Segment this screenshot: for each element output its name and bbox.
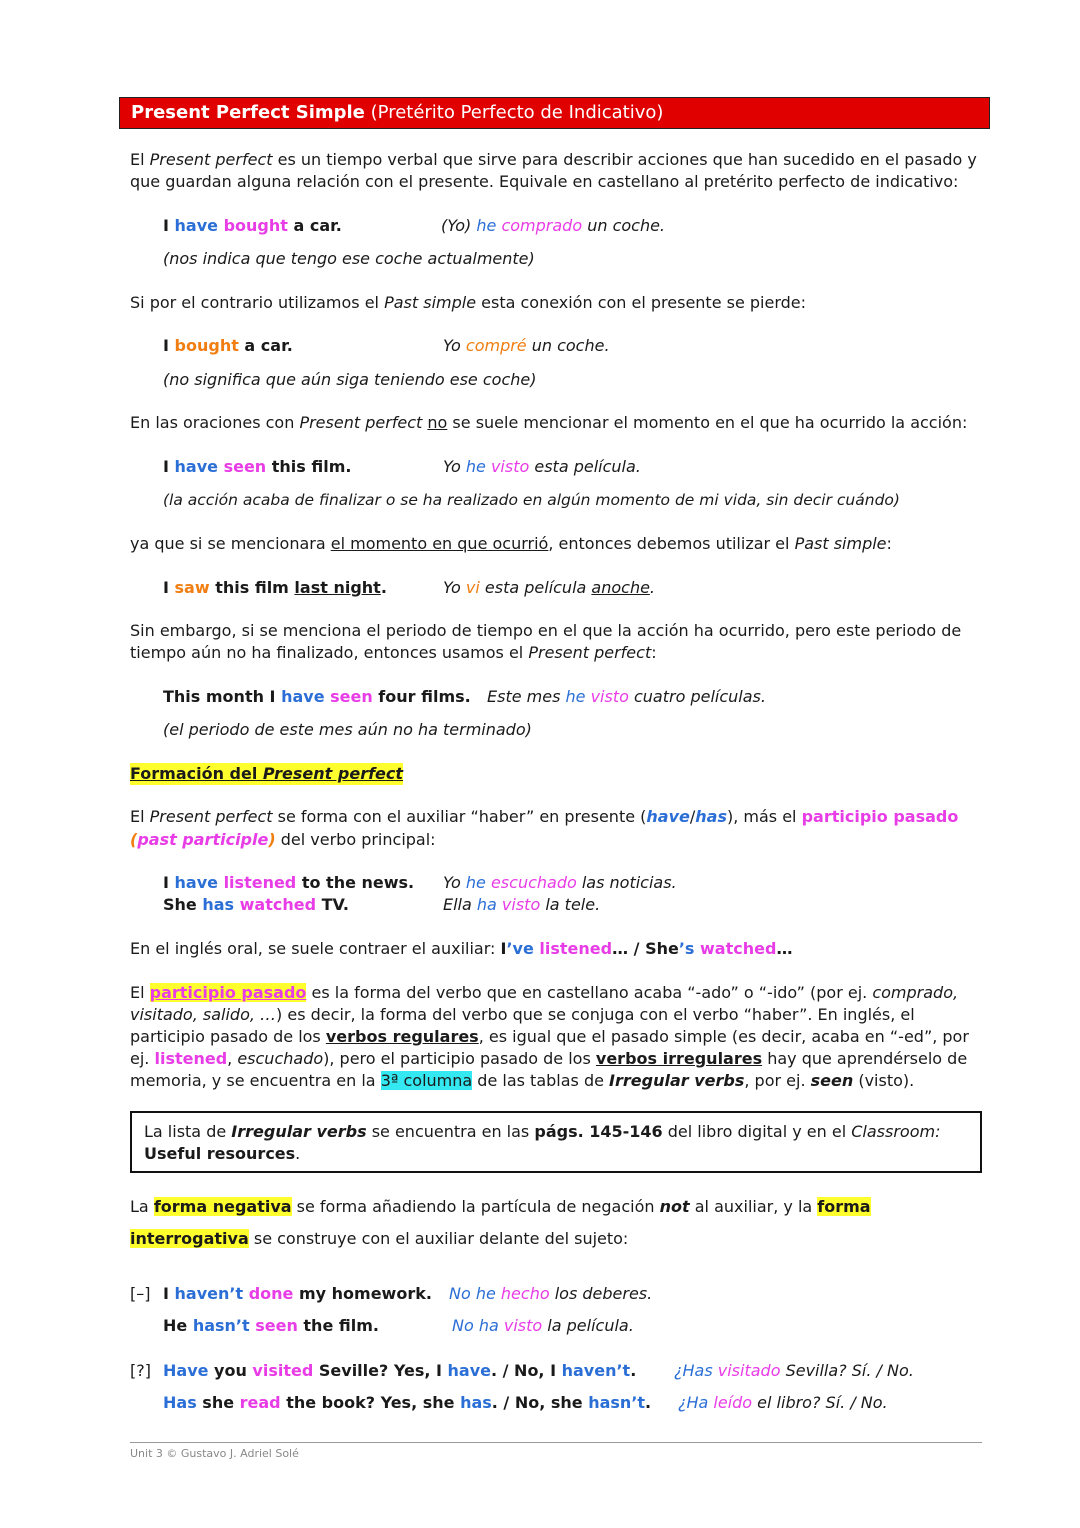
example-5-en bbox=[163, 686, 471, 708]
info-box-line-2 bbox=[144, 1143, 300, 1165]
text-run: I bbox=[163, 216, 175, 235]
text-run: this film. bbox=[266, 457, 352, 476]
interrogative-example-2-en bbox=[163, 1392, 651, 1414]
text-run: ej. bbox=[130, 1049, 155, 1068]
text-run: del libro digital y en el bbox=[662, 1122, 852, 1141]
text-run: el libro? Sí. / No. bbox=[752, 1393, 888, 1412]
text-run: 3ª columna bbox=[380, 1071, 473, 1090]
text-run: forma negativa bbox=[153, 1197, 292, 1216]
text-run: , bbox=[227, 1049, 238, 1068]
text-run: Present perfect bbox=[149, 807, 273, 826]
text-run: verbos regulares bbox=[325, 1027, 479, 1046]
text-run: hay que aprendérselo de bbox=[762, 1049, 968, 1068]
text-run: … / bbox=[612, 939, 646, 958]
text-run: Si por el contrario utilizamos el bbox=[130, 293, 385, 312]
negative-example-2-en bbox=[163, 1315, 379, 1337]
text-run: Seville? Yes, I bbox=[313, 1361, 448, 1380]
text-run: En las oraciones con bbox=[130, 413, 300, 432]
text-run: Useful resources bbox=[144, 1144, 296, 1163]
intro-line-1 bbox=[130, 149, 977, 171]
text-run: Yo bbox=[443, 336, 466, 355]
text-run: Classroom: bbox=[851, 1122, 941, 1141]
text-run: ) es decir, la forma del verbo que se conjuga con el verbo “haber”. En inglés, el bbox=[276, 1005, 915, 1024]
intro-line-2: que guardan alguna relación con el presente. Equivale en castellano al pretérito perfecto de indicativo: bbox=[130, 172, 959, 191]
paragraph-negative-line-1 bbox=[130, 1196, 871, 1218]
text-run: has bbox=[460, 1393, 492, 1412]
text-run: Has bbox=[163, 1393, 197, 1412]
text-run bbox=[130, 982, 958, 1004]
text-run: La lista de bbox=[144, 1122, 232, 1141]
text-run: Past simple bbox=[384, 293, 477, 312]
text-run: . bbox=[630, 1361, 637, 1380]
text-run: se forma con el auxiliar “haber” en presente ( bbox=[272, 807, 647, 826]
paragraph-no-moment bbox=[130, 412, 967, 434]
text-run: She bbox=[645, 939, 679, 958]
participle-line-3 bbox=[130, 1026, 980, 1048]
paragraph-past-simple bbox=[130, 292, 806, 314]
text-run: visitado, salido, … bbox=[130, 1005, 277, 1024]
paragraph-negative-line-2 bbox=[130, 1228, 628, 1250]
text-run: Past simple bbox=[794, 534, 887, 553]
paragraph-period-line-2 bbox=[130, 642, 657, 664]
text-run: hecho bbox=[495, 1284, 550, 1303]
text-run: Yo bbox=[443, 873, 466, 892]
text-run: memoria, y se encuentra en la bbox=[130, 1071, 381, 1090]
text-run: ), más el bbox=[726, 807, 802, 826]
example-3-note: (la acción acaba de finalizar o se ha realizado en algún momento de mi vida, sin decir cuándo) bbox=[163, 491, 900, 509]
text-run: past participle bbox=[137, 830, 269, 849]
section-heading-formation bbox=[130, 763, 403, 785]
title-bar bbox=[119, 97, 990, 129]
text-run: . bbox=[380, 578, 387, 597]
negative-example-1-en bbox=[163, 1283, 432, 1305]
text-run: Present perfect bbox=[149, 150, 273, 169]
text-run: TV. bbox=[316, 895, 349, 914]
text-run: es un tiempo verbal que sirve para describir acciones que han sucedido en el pasado y bbox=[272, 150, 977, 169]
text-run: ha bbox=[478, 1316, 499, 1335]
text-run: has bbox=[202, 895, 235, 914]
example-3-es bbox=[443, 456, 641, 478]
text-run: de las tablas de bbox=[472, 1071, 610, 1090]
text-run: I bbox=[163, 457, 175, 476]
text-run: have bbox=[447, 1361, 491, 1380]
text-run: participio pasado bbox=[149, 983, 307, 1002]
text-run: interrogativa bbox=[130, 1229, 249, 1248]
text-run: a car. bbox=[238, 336, 293, 355]
text-run: done bbox=[243, 1284, 294, 1303]
text-run: En el inglés oral, se suele contraer el auxiliar: bbox=[130, 939, 501, 958]
paragraph-formation-line-2 bbox=[130, 829, 436, 851]
text-run: es la forma del verbo que en castellano acaba “-ado” o “-ido” (por ej. bbox=[306, 983, 873, 1002]
text-run: he bbox=[565, 687, 586, 706]
text-run: have bbox=[646, 807, 690, 826]
text-run: El bbox=[130, 150, 150, 169]
text-run: visitado bbox=[712, 1361, 781, 1380]
text-run: . bbox=[645, 1393, 652, 1412]
interrogative-example-1-es bbox=[674, 1360, 914, 1382]
text-run: Have bbox=[163, 1361, 209, 1380]
page-title bbox=[131, 101, 663, 125]
text-run: visto bbox=[496, 895, 541, 914]
text-run: Present perfect bbox=[528, 643, 652, 662]
text-run: Irregular verbs bbox=[609, 1071, 745, 1090]
example-1-note: (nos indica que tengo ese coche actualmente) bbox=[163, 249, 535, 268]
text-run: Present perfect bbox=[262, 764, 404, 783]
text-run: No bbox=[449, 1284, 476, 1303]
text-run: I bbox=[163, 336, 175, 355]
text-run: have bbox=[174, 216, 218, 235]
example-4-en bbox=[163, 577, 387, 599]
text-run: hasn’t bbox=[192, 1316, 250, 1335]
text-run: you bbox=[208, 1361, 247, 1380]
text-run: ), pero el participio pasado de los bbox=[323, 1049, 596, 1068]
text-run: he bbox=[465, 873, 486, 892]
text-run: have bbox=[281, 687, 325, 706]
text-run: watched bbox=[694, 939, 777, 958]
text-run: participio pasado de los bbox=[130, 1027, 326, 1046]
text-run: saw bbox=[174, 578, 210, 597]
text-run: visited bbox=[246, 1361, 314, 1380]
text-run: , por ej. bbox=[744, 1071, 811, 1090]
text-run: seen bbox=[249, 1316, 298, 1335]
text-run: he bbox=[465, 457, 486, 476]
interrogative-example-1-en bbox=[163, 1360, 636, 1382]
negative-marker: [–] bbox=[130, 1284, 151, 1303]
interrogative-marker: [?] bbox=[130, 1361, 151, 1380]
text-run: I bbox=[163, 873, 175, 892]
negative-example-1-es bbox=[449, 1283, 652, 1305]
text-run: no bbox=[427, 413, 448, 432]
text-run: del verbo principal: bbox=[275, 830, 436, 849]
participle-line-2 bbox=[130, 1004, 980, 1026]
text-run: comprado, bbox=[872, 983, 959, 1002]
text-run: a car. bbox=[287, 216, 342, 235]
text-run: haven’t bbox=[561, 1361, 631, 1380]
text-run: I bbox=[500, 939, 507, 958]
paragraph-formation-line-1 bbox=[130, 806, 958, 828]
interrogative-example-2-es bbox=[678, 1392, 888, 1414]
text-run: to the news. bbox=[296, 873, 415, 892]
paragraph-period-line-1: Sin embargo, si se menciona el periodo de tiempo en el que la acción ha ocurrido, pero este periodo de bbox=[130, 621, 962, 640]
text-run: , entonces debemos utilizar el bbox=[548, 534, 795, 553]
text-run: the book? Yes, she bbox=[280, 1393, 461, 1412]
text-run: La bbox=[130, 1197, 154, 1216]
text-run: esta conexión con el presente se pierde: bbox=[476, 293, 807, 312]
text-run: el momento en que ocurrió bbox=[330, 534, 549, 553]
example-6-en-1 bbox=[163, 872, 414, 894]
text-run: watched bbox=[234, 895, 317, 914]
text-run: No bbox=[452, 1316, 479, 1335]
text-run: Este mes bbox=[487, 687, 566, 706]
info-box-line-1 bbox=[144, 1121, 940, 1143]
text-run: ( bbox=[130, 830, 138, 849]
text-run: listened bbox=[154, 1049, 228, 1068]
text-run: tiempo aún no ha finalizado, entonces usamos el bbox=[130, 643, 529, 662]
negative-example-2-es bbox=[452, 1315, 634, 1337]
text-run: seen bbox=[324, 687, 373, 706]
text-run: los deberes. bbox=[549, 1284, 653, 1303]
paragraph-participle bbox=[130, 982, 980, 1092]
text-run: (Yo) bbox=[441, 216, 477, 235]
text-run: . / No, I bbox=[490, 1361, 562, 1380]
example-1-en bbox=[163, 215, 342, 237]
text-run: : bbox=[651, 643, 657, 662]
text-run: Present Perfect Simple bbox=[131, 102, 365, 123]
text-run: listened bbox=[218, 873, 297, 892]
text-run: anoche bbox=[591, 578, 650, 597]
text-run: leído bbox=[708, 1393, 753, 1412]
text-run: ) bbox=[268, 830, 276, 849]
text-run: He bbox=[163, 1316, 193, 1335]
text-run: Formación del bbox=[130, 764, 263, 783]
info-box bbox=[130, 1111, 982, 1173]
text-run: my homework. bbox=[293, 1284, 432, 1303]
text-run: this film bbox=[209, 578, 295, 597]
text-run: un coche. bbox=[582, 216, 666, 235]
example-2-note: (no significa que aún siga teniendo ese coche) bbox=[163, 370, 537, 389]
text-run: visto bbox=[485, 457, 530, 476]
participle-line-4 bbox=[130, 1048, 980, 1070]
text-run: ¿Ha bbox=[678, 1393, 709, 1412]
text-run: la tele. bbox=[540, 895, 601, 914]
text-run: se encuentra en las bbox=[366, 1122, 535, 1141]
example-6-es-2 bbox=[443, 894, 600, 916]
text-run: listened bbox=[533, 939, 613, 958]
text-run: . / No, she bbox=[491, 1393, 589, 1412]
participle-line-5 bbox=[130, 1070, 980, 1092]
text-run: comprado bbox=[496, 216, 583, 235]
text-run: Ella bbox=[443, 895, 477, 914]
text-run: ’s bbox=[678, 939, 695, 958]
example-6-en-2 bbox=[163, 894, 349, 916]
example-2-es bbox=[443, 335, 610, 357]
participle-line-1 bbox=[130, 982, 980, 1004]
text-run: seen bbox=[218, 457, 267, 476]
text-run: Yo bbox=[443, 578, 466, 597]
text-run: This month I bbox=[163, 687, 282, 706]
text-run: Sevilla? Sí. / No. bbox=[780, 1361, 914, 1380]
text-run: esta película. bbox=[529, 457, 641, 476]
text-run: have bbox=[174, 873, 218, 892]
text-run: he bbox=[476, 216, 497, 235]
text-run: un coche. bbox=[526, 336, 610, 355]
text-run: have bbox=[174, 457, 218, 476]
footer-divider bbox=[130, 1442, 982, 1443]
text-run: Present perfect bbox=[299, 413, 423, 432]
text-run: se forma añadiendo la partícula de negación bbox=[291, 1197, 660, 1216]
paragraph-contraction bbox=[130, 938, 792, 960]
footer-text: Unit 3 © Gustavo J. Adriel Solé bbox=[130, 1447, 299, 1460]
text-run: al auxiliar, y la bbox=[689, 1197, 818, 1216]
text-run: vi bbox=[465, 578, 480, 597]
text-run: cuatro películas. bbox=[628, 687, 766, 706]
text-run: seen bbox=[810, 1071, 854, 1090]
paragraph-moment bbox=[130, 533, 892, 555]
example-5-es bbox=[487, 686, 766, 708]
text-run: . bbox=[649, 578, 656, 597]
text-run: / bbox=[689, 807, 696, 826]
text-run: Irregular verbs bbox=[231, 1122, 367, 1141]
text-run: El bbox=[130, 807, 150, 826]
text-run: … bbox=[776, 939, 793, 958]
text-run: she bbox=[196, 1393, 235, 1412]
text-run: read bbox=[234, 1393, 281, 1412]
text-run: ¿Has bbox=[674, 1361, 713, 1380]
text-run: visto bbox=[498, 1316, 543, 1335]
text-run: bought bbox=[218, 216, 288, 235]
text-run: visto bbox=[585, 687, 629, 706]
text-run: has bbox=[695, 807, 727, 826]
text-run: ha bbox=[476, 895, 497, 914]
text-run: se construye con el auxiliar delante del sujeto: bbox=[248, 1229, 629, 1248]
text-run: the film. bbox=[297, 1316, 379, 1335]
text-run: I bbox=[163, 1284, 175, 1303]
example-1-es bbox=[441, 215, 665, 237]
text-run: ya que si se mencionara bbox=[130, 534, 331, 553]
text-run: She bbox=[163, 895, 203, 914]
example-6-es-1 bbox=[443, 872, 677, 894]
text-run: verbos irregulares bbox=[595, 1049, 763, 1068]
text-run: forma bbox=[817, 1197, 871, 1216]
text-run: he bbox=[475, 1284, 496, 1303]
text-run: Yo bbox=[443, 457, 466, 476]
text-run: : bbox=[886, 534, 892, 553]
text-run: escuchado bbox=[237, 1049, 324, 1068]
text-run: compré bbox=[465, 336, 527, 355]
text-run: I bbox=[163, 578, 175, 597]
example-4-es bbox=[443, 577, 655, 599]
text-run: esta película bbox=[479, 578, 592, 597]
example-5-note: (el periodo de este mes aún no ha terminado) bbox=[163, 720, 532, 739]
text-run: last night bbox=[294, 578, 381, 597]
text-run: , es igual que el pasado simple (es decir, acaba en “-ed”, por bbox=[478, 1027, 969, 1046]
text-run: se suele mencionar el momento en el que ha ocurrido la acción: bbox=[447, 413, 968, 432]
text-run: escuchado bbox=[485, 873, 577, 892]
text-run: haven’t bbox=[174, 1284, 244, 1303]
text-run: (Pretérito Perfecto de Indicativo) bbox=[364, 102, 664, 123]
text-run: bought bbox=[174, 336, 239, 355]
text-run: . bbox=[295, 1144, 301, 1163]
text-run: participio pasado bbox=[801, 807, 959, 826]
text-run: ’ve bbox=[506, 939, 534, 958]
example-3-en bbox=[163, 456, 351, 478]
text-run: págs. 145-146 bbox=[534, 1122, 663, 1141]
text-run: El bbox=[130, 983, 150, 1002]
example-2-en bbox=[163, 335, 293, 357]
text-run: four films. bbox=[372, 687, 471, 706]
text-run: (visto). bbox=[853, 1071, 915, 1090]
text-run: hasn’t bbox=[588, 1393, 646, 1412]
text-run: not bbox=[659, 1197, 690, 1216]
text-run: las noticias. bbox=[576, 873, 677, 892]
text-run: la película. bbox=[542, 1316, 634, 1335]
